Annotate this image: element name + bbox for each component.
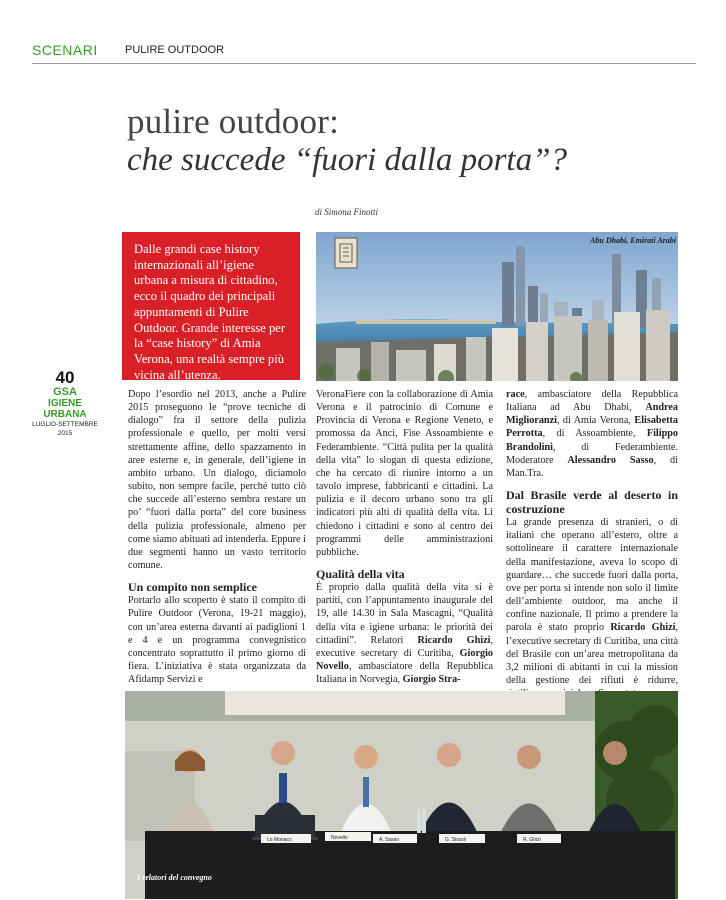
text-column-1 xyxy=(128,388,306,686)
panel-illustration xyxy=(125,691,678,899)
paragraph: VeronaFiere con la collaborazione di Amia Verona e il patrocinio di Comune e Provincia di Verona e Regione Veneto, e promossa da Anci, Fise Assoambiente e Federambiente. “Città pulita per la qualità della vita” lo slogan di questa edizione, che ha cercato di riunire intorno a un tavolo imprese, fabbricanti e cittadini. La pulizia e il decoro urbano sono tra gli indicatori più alti di qualità della vita. Li chiedono i cittadini e sono al centro dei programmi delle amministrazioni pubbliche. xyxy=(316,389,493,558)
page-number: 40 xyxy=(55,368,75,387)
paragraph: È proprio dalla qualità della vita si è partiti, con l’appuntamento inaugurale del 19, alle 14.30 in Sala Mascagni, “Qualità della vita e igiene urbana: le priorità dei cittadini”. Relatori Ricardo Ghizi, executive secretary di Curitiba, Giorgio Novello, ambasciatore della Repubblica Italiana in Norvegia, Giorgio Stra- xyxy=(316,582,493,686)
abu-dhabi-photo xyxy=(316,232,678,381)
text-column-2 xyxy=(316,388,493,686)
magazine-brand: GSA xyxy=(53,386,77,398)
name-card: R. Ghizi xyxy=(523,837,541,843)
section-label: SCENARI xyxy=(32,42,98,58)
article-title-line2: che succede “fuori dalla porta”? xyxy=(127,142,567,178)
top-photo-caption: Abu Dhabi, Emirati Arabi xyxy=(590,236,676,245)
byline: di Simona Finotti xyxy=(315,207,378,217)
paragraph: La grande presenza di stranieri, o di italiani che operano all’estero, oltre a sottolineare il carattere internazionale della manifestazione, aveva lo scopo di guardare… che succede fuori dalla porta, ove per porta si intende non solo il limite dell’ambiente outdoor, ma anche il confine nazionale. Il primo a prendere la parola è stato proprio Ricardo Ghizi, l’executive secretary di Curitiba, una città del Brasile con un’area metropolitana da 3,2 milioni di abitanti in cui la mission della gestione dei rifiuti è ridurre, xyxy=(506,517,678,686)
lead-text: Dalle grandi case history internazionali all’igiene urbana a misura di cittadino, ecco il quadro dei principali appuntamenti di Pulire Outdoor. Grande interesse per la “case history” di Amia Verona, una realtà sempre più vicina all’utenza. xyxy=(134,242,286,382)
paragraph: Portarlo allo scoperto è stato il compito di Pulire Outdoor (Verona, 19-21 maggio), con un’area esterna davanti ai padiglioni 1 e 4 e un programma convegnistico concentrato soprattutto il primo giorno di fiera. L’iniziativa è stata organizzata da Afidamp Servizi e xyxy=(128,595,306,686)
name-card: G. Stracè xyxy=(445,837,467,843)
skyline-illustration xyxy=(316,232,678,381)
lead-box xyxy=(122,232,300,380)
subheading: Un compito non semplice xyxy=(128,580,257,595)
magazine-subtitle: IGIENE URBANA xyxy=(43,398,87,420)
paragraph: Dopo l’esordio nel 2013, anche a Pulire 2015 proseguono le “prove tecniche di dialogo” fra il settore della pulizia professionale e quello, per molti versi strettamente affine, dello spazzamento in aree esterne e, in generale, dell’igiene in ambito urbano. Un dialogo, diciamolo subito, non sempre facile, perché tutto ciò che succede all’esterno sembra restare un po’ “fuori dalla porta” del core business della pulizia professionale, almeno per come siamo abituati ad intenderla. Eppure i due segmenti hanno un vasto territorio comune. xyxy=(128,389,306,572)
bottom-photo-caption: I relatori del convegno xyxy=(137,873,212,882)
header-divider xyxy=(32,63,696,64)
logo-emblem xyxy=(335,238,357,268)
subheading: Dal Brasile verde al deserto in costruzione xyxy=(506,488,678,517)
subheading: Qualità della vita xyxy=(316,567,405,582)
issue-date: LUGLIO-SETTEMBRE 2015 xyxy=(32,421,98,437)
article-title-line1: pulire outdoor: xyxy=(127,102,339,141)
paragraph: race, ambasciatore della Repubblica Italiana ad Abu Dhabi, Andrea Miglioranzi, di Amia Verona, Elisabetta Perrotta, di Assoambiente, Filippo Brandolini, di Federambiente. Moderatore Alessandro Sasso, di Man.Tra. xyxy=(506,389,678,479)
name-card: Lo Monaco xyxy=(267,837,292,843)
topic-label: PULIRE OUTDOOR xyxy=(125,44,225,56)
magazine-mark xyxy=(30,370,100,438)
conference-photo xyxy=(125,691,678,899)
text-column-3 xyxy=(506,388,678,700)
name-card: Novello xyxy=(331,835,348,841)
name-card: A. Sasso xyxy=(379,837,400,843)
